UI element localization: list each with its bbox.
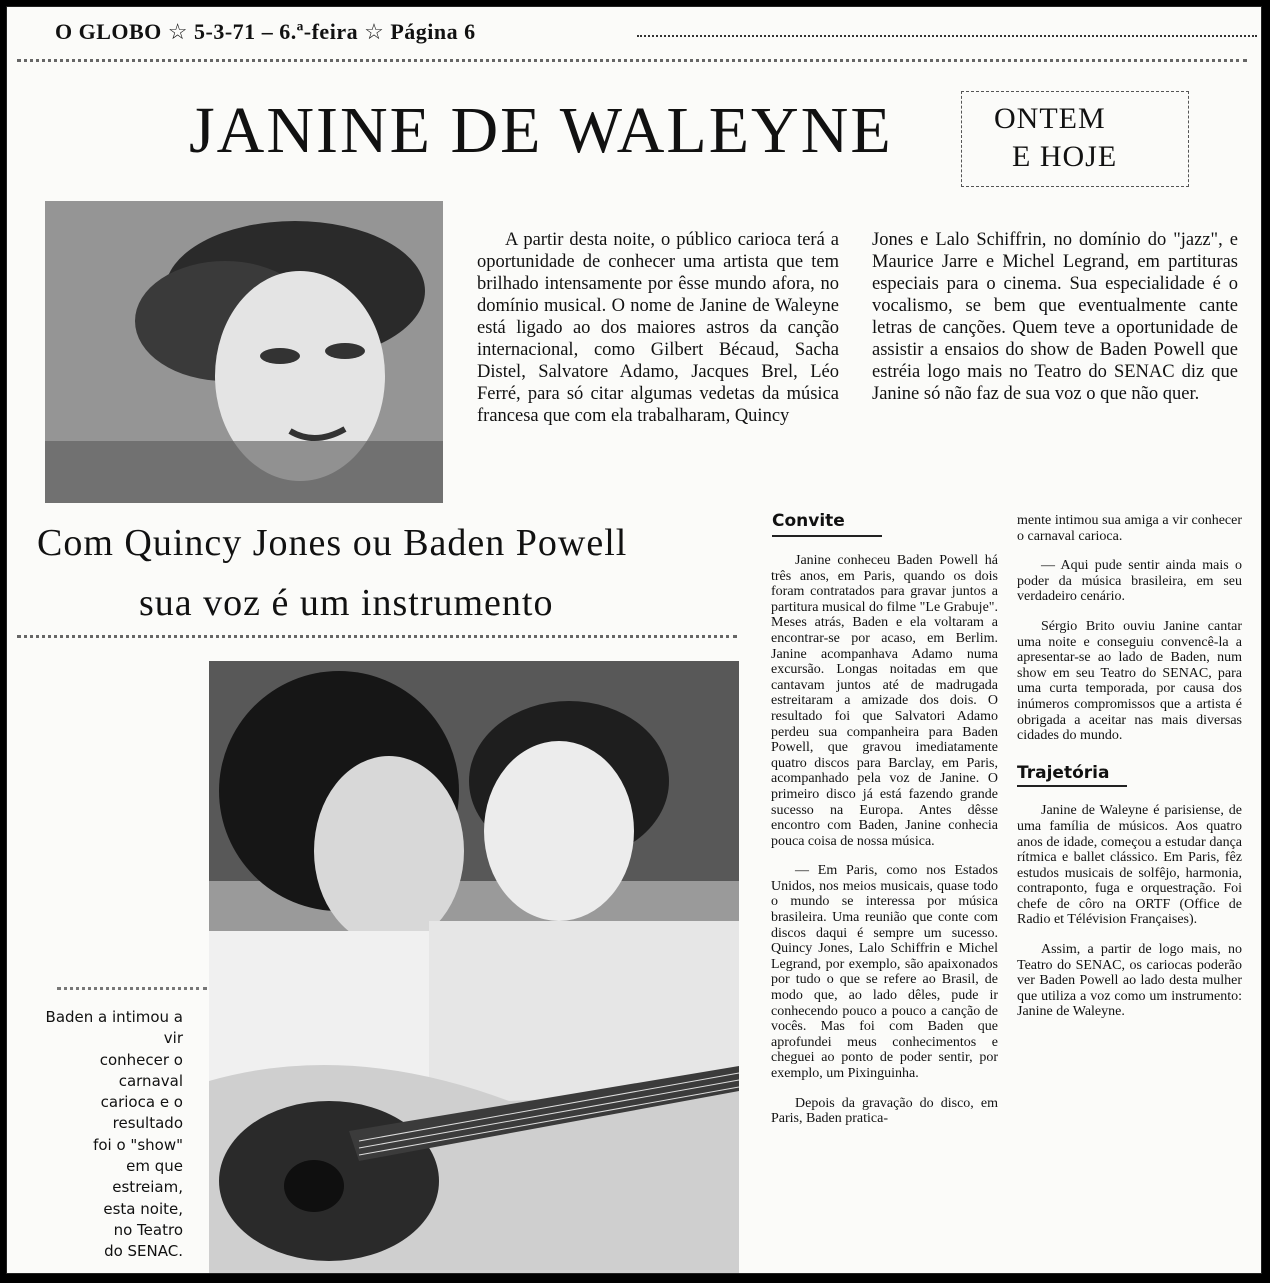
trajetoria-heading-rule [1017, 785, 1127, 787]
col4-paragraph-5: Assim, a partir de logo mais, no Teatro do SENAC, os cariocas poderão ver Baden Powell ao lado desta mulher que utiliza a voz como um instrumento: Janine de Waleyne. [1017, 942, 1242, 1020]
convite-column [771, 553, 998, 1127]
col4-paragraph-1: mente intimou sua amiga a vir conhecer o carnaval carioca. [1017, 513, 1242, 544]
section-box-line1: ONTEM [994, 102, 1106, 135]
masthead-page: Página 6 [390, 19, 476, 44]
newspaper-page [6, 6, 1262, 1274]
section-box-line2: E HOJE [1012, 140, 1118, 173]
couple-photo-art [209, 661, 739, 1273]
masthead: O GLOBO ☆ 5-3-71 – 6.ª-feira ☆ Página 6 [55, 19, 476, 44]
col4-paragraph-4: Janine de Waleyne é parisiense, de uma família de músicos. Aos quatro anos de idade, começou a estudar dança rítmica e ballet clássico. Em Paris, fêz estudos musicais de solfêjo, harmonia, contraponto, fuga e orquestração. Foi chefe de côro na ORTF (Office de Radio et Télévision Françaises). [1017, 803, 1242, 928]
convite-paragraph-1: Janine conheceu Baden Powell há três anos, em Paris, quando os dois foram contratados para gravar juntos a partitura musical do filme "Le Grabuje". Meses atrás, Baden e ela voltaram a encontrar-se por acaso, em Berlim. Janine acompanhava Adamo numa excursão. Longas noitadas em que cantavam juntos até de madrugada estreitaram a amizade dos dois. O resultado foi que Salvatori Adamo perdeu sua companheira para Baden Powell, que gravou imediatamente quatro discos para Barclay, em Paris, acompanhado pela voz de Janine. O primeiro disco já está fazendo grande sucesso na Europa. Antes dêsse encontro com Baden, Janine conhecia pouca coisa de nossa música. [771, 553, 998, 849]
star-icon: ☆ [167, 19, 189, 44]
portrait-photo [45, 201, 443, 503]
convite-heading-rule [772, 535, 882, 537]
masthead-date: 5-3-71 [194, 19, 256, 44]
star-icon: ☆ [364, 19, 385, 44]
portrait-photo-art [45, 201, 443, 503]
section-box [961, 91, 1189, 187]
main-headline: JANINE DE WALEYNE [189, 94, 893, 167]
convite-paragraph-2: — Em Paris, como nos Estados Unidos, nos meios musicais, quase todo o mundo se interessa por música brasileira. Uma reunião que conte com discos daqui é sempre um sucesso. Quincy Jones, Lalo Schiffrin e Michel Legrand, por exemplo, são apaixonados por tudo o que se refere ao Brasil, de modo que, ao lado dêles, pude ir conhecendo pouco a pouco a canção de vocês. Mas foi com Baden que aprofundei meus conhecimentos e cheguei ao ponto de poder sentir, por exemplo, um Pixinguinha. [771, 863, 998, 1081]
col4-paragraph-3: Sérgio Brito ouviu Janine cantar uma noite e conseguiu convencê-la a apresentar-se ao lado de Baden, num show em seu Teatro do SENAC, para uma curta temporada, por causa dos inúmeros compromissos que a artista é obrigada a aceitar nas mais diversas cidades do mundo. [1017, 618, 1242, 744]
convite-paragraph-3: Depois da gravação do disco, em Paris, Baden pratica- [771, 1095, 998, 1127]
intro-column-1: A partir desta noite, o público carioca terá a oportunidade de conhecer uma artista que tem brilhado intensamente por êsse mundo afora, no domínio musical. O nome de Janine de Waleyne está ligado ao dos maiores astros da canção internacional, como Gilbert Bécaud, Sacha Distel, Salvatore Adamo, Jacques Brel, Léo Ferré, para só citar algumas vedetas da música francesa que com ela trabalharam, Quincy [477, 230, 839, 426]
masthead-paper: O GLOBO [55, 19, 162, 44]
headline-divider [17, 635, 737, 638]
masthead-rule [637, 35, 1257, 37]
intro-column-2: Jones e Lalo Schiffrin, no domínio do "jazz", e Maurice Jarre e Michel Legrand, em partituras especiais para o cinema. Sua especialidade é o vocalismo, se bem que eventualmente cante letras de canções. Quem teve a oportunidade de assistir a ensaios do show de Baden Powell que estréia logo mais no Teatro do SENAC diz que Janine só não faz de sua voz o que não quer. [872, 230, 1238, 404]
fourth-column [1017, 513, 1242, 1020]
convite-heading: Convite [772, 511, 845, 531]
col4-paragraph-2: — Aqui pude sentir ainda mais o poder da música brasileira, em seu verdadeiro cenário. [1017, 558, 1242, 605]
caption-rule [57, 987, 207, 990]
masthead-weekday: 6.ª-feira [279, 19, 359, 44]
trajetoria-heading: Trajetória [1017, 762, 1110, 783]
header-divider [17, 59, 1247, 62]
photo-caption: Baden a intimou a vir conhecer o carnaval carioca e o resultado foi o "show" em que estreiam, esta noite, no Teatro do SENAC. [45, 1008, 183, 1261]
secondary-headline-line1: Com Quincy Jones ou Baden Powell [37, 522, 628, 564]
couple-photo [209, 661, 739, 1273]
secondary-headline-line2: sua voz é um instrumento [139, 582, 554, 624]
